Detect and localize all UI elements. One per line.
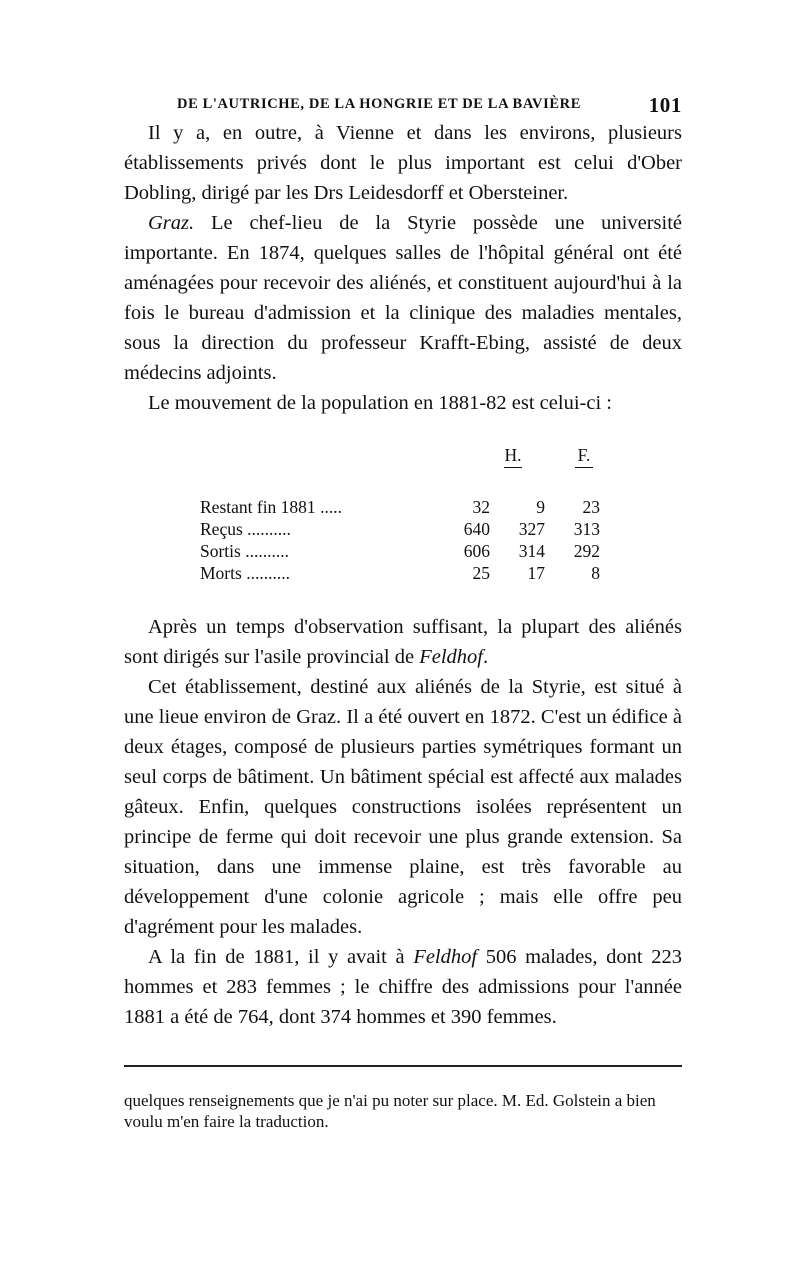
row-f: 23	[582, 497, 600, 517]
place-name-feldhof-2: Feldhof	[413, 946, 478, 968]
row-leader-dots: ..........	[246, 563, 290, 583]
place-name-feldhof: Feldhof	[419, 646, 483, 668]
paragraph-apres-end: .	[482, 646, 489, 668]
row-h: 9	[536, 497, 545, 517]
table-row	[200, 497, 600, 519]
paragraph-vienne	[124, 118, 682, 208]
row-label	[200, 563, 290, 584]
paragraph-graz-text: Le chef-lieu de la Styrie possède une université importante. En 1874, quelques salles de l'hôpital général ont été aménagées pour recevoir des aliénés, et constituent aujourd'hui à la fois le bureau d'admission et la clinique des maladies mentales, sous la direction du professeur Krafft-Ebing, assisté de deux médecins adjoints.	[124, 212, 682, 384]
paragraph-etablissement-text: Cet établissement, destiné aux aliénés de la Styrie, est situé à une lieue environ de Graz. Il a été ouvert en 1872. C'est un édifice à deux étages, composé de plusieurs parties symétriques formant un seul corps de bâtiment. Un bâtiment spécial est affecté aux malades gâteux. Enfin, quelques constructions isolées représentent un principe de ferme qui doit recevoir une plus grande extension. Sa situation, dans une immense plaine, est très favorable au développement d'une colonie agricole ; mais elle offre peu d'agrément pour les malades.	[124, 676, 682, 938]
row-label	[200, 541, 289, 562]
row-total: 606	[463, 541, 490, 561]
row-label-text: Morts	[200, 563, 242, 583]
running-title: DE L'AUTRICHE, DE LA HONGRIE ET DE LA BAVIÈRE	[177, 96, 581, 112]
text-block-bottom	[124, 612, 682, 1032]
row-total: 32	[472, 497, 490, 517]
running-header	[177, 93, 682, 120]
paragraph-etablissement	[124, 672, 682, 942]
table-row	[200, 541, 600, 563]
row-total: 640	[463, 519, 490, 539]
footnote-rule	[124, 1065, 682, 1067]
text-block-top	[124, 118, 682, 418]
paragraph-fin-1881	[124, 942, 682, 1032]
footnote	[124, 1090, 682, 1132]
row-label	[200, 497, 342, 518]
paragraph-apres-text: Après un temps d'observation suffisant, la plupart des aliénés sont dirigés sur l'asile provincial de	[124, 616, 682, 668]
row-leader-dots: ..........	[245, 541, 289, 561]
row-leader-dots: ..........	[247, 519, 291, 539]
column-header-h: H.	[504, 445, 522, 465]
row-f: 292	[573, 541, 600, 561]
paragraph-apres	[124, 612, 682, 672]
paragraph-fin-end: 506 malades, dont 223 hommes et 283 femmes ; le chiffre des admissions pour l'année 1881 a été de 764, dont 374 hommes et 390 femmes.	[124, 946, 682, 1028]
paragraph-fin-text: A la fin de 1881, il y avait à	[148, 946, 414, 968]
place-name-graz: Graz.	[148, 212, 195, 234]
row-f: 313	[573, 519, 600, 539]
paragraph-vienne-text: Il y a, en outre, à Vienne et dans les environs, plusieurs établissements privés dont le plus important est celui d'Ober Dobling, dirigé par les Drs Leidesdorff et Obersteiner.	[124, 122, 682, 204]
table-row	[200, 563, 600, 585]
paragraph-mouvement-text: Le mouvement de la population en 1881-82 est celui-ci :	[148, 392, 612, 414]
paragraph-mouvement	[124, 388, 682, 418]
row-label-text: Restant fin 1881	[200, 497, 316, 517]
row-f: 8	[591, 563, 600, 583]
table-header	[200, 445, 600, 471]
row-label-text: Sortis	[200, 541, 241, 561]
column-dash-h	[504, 467, 522, 468]
row-total: 25	[472, 563, 490, 583]
row-h: 327	[518, 519, 545, 539]
row-h: 17	[527, 563, 545, 583]
column-header-f: F.	[577, 445, 591, 465]
column-dash-f	[575, 467, 593, 468]
row-label	[200, 519, 291, 540]
row-leader-dots: .....	[320, 497, 342, 517]
page-number: 101	[648, 93, 682, 117]
table-row	[200, 519, 600, 541]
row-h: 314	[518, 541, 545, 561]
footnote-text: quelques renseignements que je n'ai pu noter sur place. M. Ed. Golstein a bien voulu m'en faire la traduction.	[124, 1091, 656, 1131]
row-label-text: Reçus	[200, 519, 243, 539]
paragraph-graz	[124, 208, 682, 388]
